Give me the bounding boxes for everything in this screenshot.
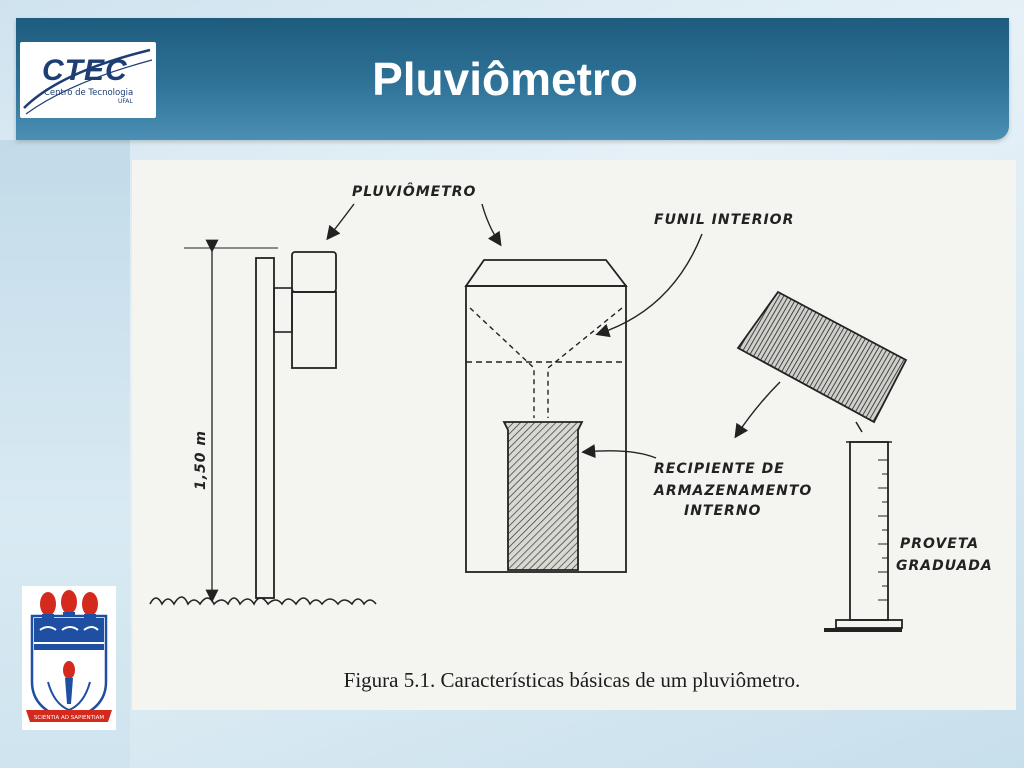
pluviometer-cutaway [466, 260, 626, 572]
crest-motto: SCIENTIA AD SAPIENTIAM [33, 715, 105, 721]
logo-main-text: CTEC [42, 54, 128, 87]
label-recipiente-1: RECIPIENTE DE [654, 461, 785, 477]
label-recipiente-3: INTERNO [684, 503, 762, 519]
logo-institution: UFAL [118, 98, 133, 105]
figure-caption: Figura 5.1. Características básicas de um pluviômetro. [343, 668, 801, 692]
height-label: 1,50 m [193, 429, 209, 491]
label-funil: FUNIL INTERIOR [654, 212, 795, 228]
storage-container [504, 422, 582, 570]
logo-subtitle: Centro de Tecnologia [44, 88, 134, 98]
inner-funnel [470, 308, 622, 418]
ground-grass [150, 597, 376, 604]
pouring-container [738, 292, 906, 432]
pluviometer-diagram [132, 160, 1016, 710]
figure-panel [132, 160, 1016, 710]
post-assembly [150, 248, 376, 604]
label-pluviometro: PLUVIÔMETRO [352, 184, 477, 200]
ufal-crest [22, 586, 116, 730]
label-proveta-2: GRADUADA [896, 558, 993, 574]
gauge-top [292, 252, 336, 292]
slide-title: Pluviômetro [372, 53, 638, 105]
graduated-cylinder [824, 442, 902, 632]
label-proveta-1: PROVETA [900, 536, 980, 552]
gauge-body [292, 292, 336, 368]
post [256, 258, 274, 598]
ufal-crest-icon [22, 586, 116, 730]
label-recipiente-2: ARMAZENAMENTO [654, 483, 813, 499]
